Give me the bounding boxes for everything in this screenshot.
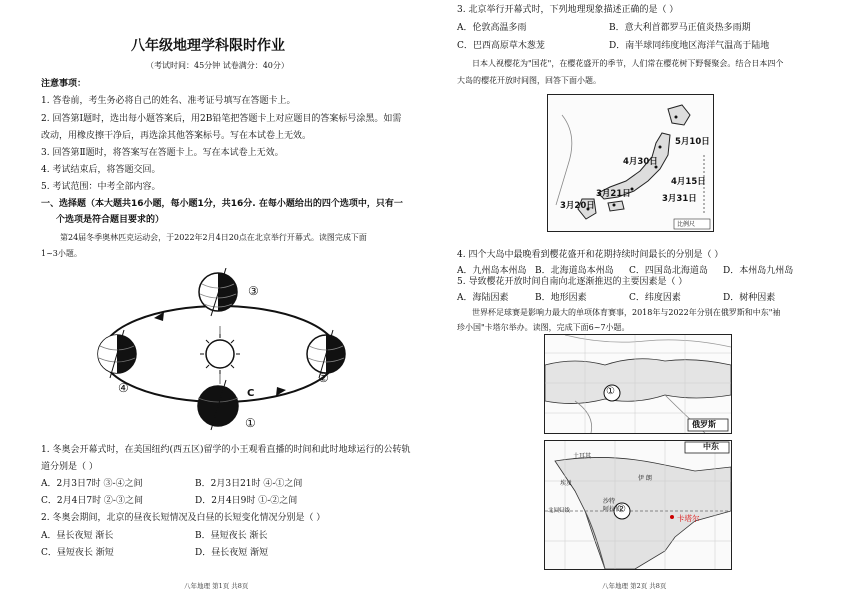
bloom-date-label: 3月20日: [560, 201, 595, 211]
middle-east-label: 中东: [703, 442, 719, 451]
page-footer-2: 八年地理 第2页 共8页: [602, 582, 667, 590]
earth-left-icon: [98, 330, 136, 378]
orbit-label-1: ①: [245, 416, 256, 430]
notice-2-cont: 改动，用橡皮擦干净后，再选涂其他答案标号。写在本试卷上无效。: [41, 131, 312, 141]
earth-top-icon: [199, 268, 237, 316]
map-place-label: 土耳其: [573, 453, 592, 460]
q3-option-d: D．南半球同纬度地区海洋气温高于陆地: [609, 41, 770, 51]
earth-orbit-diagram: [90, 268, 360, 438]
orbit-label-2: ②: [318, 371, 329, 385]
map-place-label: 阿拉伯: [603, 506, 622, 513]
intro-text: 第24届冬季奥林匹克运动会，于2022年2月4日20点在北京举行开幕式。读图完成下面: [60, 233, 367, 242]
bloom-date-label: 3月21日: [596, 189, 631, 199]
middle-east-marker: ②: [617, 504, 626, 515]
page-footer-1: 八年地理 第1页 共8页: [184, 582, 249, 590]
question-1: 1. 冬奥会开幕式时，在美国纽约(西五区)留学的小王观看直播的时间和此时地球运行的公转轨: [41, 445, 411, 455]
q2-option-c: C．昼短夜长 渐短: [41, 548, 114, 558]
q1-option-d: D．2月4日9时 ①-②之间: [195, 496, 298, 506]
exam-info: （考试时间：45分钟 试卷满分：40分）: [146, 61, 289, 70]
worldcup-intro-cont: 珍小国"卡塔尔举办。读图，完成下面6~7小题。: [457, 323, 630, 332]
notice-2: 2. 回答第Ⅰ题时，选出每小题答案后，用2B铅笔把答题卡上对应题目的答案标号涂黑。如需: [41, 114, 402, 124]
q3-option-a: A．伦敦高温多雨: [457, 23, 527, 33]
russia-label: 俄罗斯: [692, 420, 716, 429]
q5-option-a: A．海陆因素: [457, 293, 509, 303]
bloom-date-label: 4月30日: [623, 157, 658, 167]
worldcup-intro: 世界杯足球赛是影响力最大的单项体育赛事，2018年与2022年分别在俄罗斯和中东"袖: [472, 308, 781, 317]
orbit-label-3: ③: [248, 284, 259, 298]
qatar-label: 卡塔尔: [677, 514, 700, 523]
notice-1: 1. 答卷前，考生务必将自己的姓名、准考证号填写在答题卡上。: [41, 96, 296, 106]
section-heading: 一、选择题（本大题共16小题，每小题1分，共16分. 在每小题给出的四个选项中，只有一: [41, 199, 403, 209]
question-4: 4. 四个大岛中最晚看到樱花盛开和花期持续时间最长的分别是（ ）: [457, 250, 724, 260]
scale-legend: 比例尺: [677, 221, 696, 228]
orbit-label-c: C: [247, 388, 255, 399]
q4-option-a: A．九州岛本州岛: [457, 266, 527, 276]
q1-option-a: A．2月3日7时 ③-④之间: [41, 479, 143, 489]
q5-option-c: C．纬度因素: [629, 293, 681, 303]
question-2: 2. 冬奥会期间，北京的昼夜长短情况及白昼的长短变化情况分别是（ ）: [41, 513, 326, 523]
japan-intro: 日本人视樱花为"国花"，在樱花盛开的季节，人们常在樱花树下野餐聚会。结合日本四个: [472, 59, 784, 68]
right-page: [430, 0, 860, 608]
map-place-label: 北回归线: [548, 508, 571, 514]
q2-option-b: B．昼短夜长 渐长: [195, 531, 268, 541]
section-heading-cont: 个选项是符合题目要求的）: [56, 215, 165, 225]
q4-option-b: B．北海道岛本州岛: [535, 266, 614, 276]
q1-option-c: C．2月4日7时 ②-③之间: [41, 496, 143, 506]
question-5: 5. 导致樱花开放时间自南向北逐渐推迟的主要因素是（ ）: [457, 277, 688, 287]
notice-5: 5. 考试范围：中考全部内容。: [41, 182, 161, 192]
bloom-date-label: 4月15日: [671, 177, 706, 187]
map-place-label: 沙特: [603, 498, 616, 505]
earth-bottom-icon: [198, 380, 238, 430]
notice-3: 3. 回答第Ⅱ题时，将答案写在答题卡上。写在本试卷上无效。: [41, 148, 284, 158]
question-1-cont: 道分别是（ ）: [41, 462, 98, 472]
notice-4: 4. 考试结束后，将答题交回。: [41, 165, 161, 175]
japan-intro-cont: 大岛的樱花开放时间图，回答下面小题。: [457, 76, 601, 85]
q2-option-a: A．昼长夜短 渐长: [41, 531, 114, 541]
page-title: 八年级地理学科限时作业: [131, 38, 285, 54]
notice-heading: 注意事项：: [41, 79, 87, 89]
question-3: 3. 北京举行开幕式时，下列地理现象描述正确的是（ ）: [457, 5, 679, 15]
q1-option-b: B．2月3日21时 ④-①之间: [195, 479, 303, 489]
map-place-label: 伊 朗: [638, 475, 652, 482]
map-place-label: 埃及: [560, 480, 573, 487]
q2-option-d: D．昼长夜短 渐短: [195, 548, 269, 558]
orbit-label-4: ④: [118, 381, 129, 395]
russia-marker: ①: [606, 386, 615, 397]
q5-option-d: D．树种因素: [723, 293, 776, 303]
bloom-date-label: 5月10日: [675, 137, 710, 147]
bloom-date-label: 3月31日: [662, 194, 697, 204]
q4-option-c: C．四国岛北海道岛: [629, 266, 708, 276]
sun-icon: [200, 334, 240, 374]
intro-text-cont: 1~3小题。: [41, 249, 82, 258]
q3-option-b: B．意大利首都罗马正值炎热多雨期: [609, 23, 751, 33]
q3-option-c: C．巴西高原草木葱茏: [457, 41, 545, 51]
q4-option-d: D．本州岛九州岛: [723, 266, 794, 276]
q5-option-b: B．地形因素: [535, 293, 587, 303]
